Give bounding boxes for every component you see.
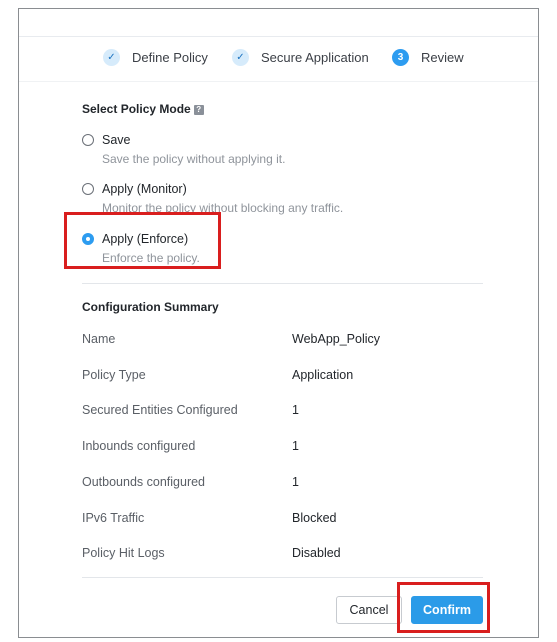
policy-wizard-dialog bbox=[18, 8, 539, 638]
dialog-body bbox=[19, 81, 538, 638]
step-label: Define Policy bbox=[132, 50, 208, 65]
policy-mode-title-text: Select Policy Mode bbox=[82, 102, 191, 116]
summary-value: Disabled bbox=[292, 546, 341, 560]
radio-option-save[interactable] bbox=[82, 133, 285, 166]
wizard-steps bbox=[19, 49, 538, 71]
highlight-box-confirm-button bbox=[397, 582, 490, 633]
cancel-button[interactable]: Cancel bbox=[336, 596, 402, 624]
dialog-header-strip bbox=[19, 9, 538, 37]
step-label: Secure Application bbox=[261, 50, 369, 65]
highlight-box-enforce-option bbox=[64, 212, 221, 269]
summary-key: Policy Hit Logs bbox=[82, 546, 165, 560]
check-icon: ✓ bbox=[103, 49, 120, 66]
summary-row bbox=[82, 332, 482, 348]
summary-value: Application bbox=[292, 368, 354, 382]
step-label: Review bbox=[421, 50, 464, 65]
radio-button-apply-monitor[interactable] bbox=[82, 183, 94, 195]
summary-row bbox=[82, 368, 482, 384]
configuration-summary-title: Configuration Summary bbox=[82, 300, 219, 314]
radio-label-save[interactable]: Save bbox=[102, 133, 131, 147]
check-icon: ✓ bbox=[232, 49, 249, 66]
summary-row bbox=[82, 475, 482, 491]
summary-value: 1 bbox=[292, 439, 299, 453]
step-review[interactable] bbox=[392, 49, 464, 66]
radio-label-apply-enforce[interactable]: Apply (Enforce) bbox=[102, 232, 189, 246]
help-icon[interactable]: ? bbox=[194, 105, 204, 115]
summary-value: WebApp_Policy bbox=[292, 332, 381, 346]
summary-value: 1 bbox=[292, 475, 299, 489]
summary-key: Name bbox=[82, 332, 116, 346]
summary-row bbox=[82, 546, 482, 562]
summary-value: Blocked bbox=[292, 511, 337, 525]
confirm-button[interactable]: Confirm bbox=[411, 596, 483, 624]
radio-option-apply-monitor[interactable] bbox=[82, 182, 343, 215]
radio-description-apply-enforce: Enforce the policy. bbox=[102, 251, 200, 265]
radio-description-apply-monitor: Monitor the policy without blocking any traffic. bbox=[102, 201, 344, 215]
section-divider bbox=[82, 283, 483, 284]
summary-key: Secured Entities Configured bbox=[82, 403, 238, 417]
radio-button-save[interactable] bbox=[82, 134, 94, 146]
summary-row bbox=[82, 511, 482, 527]
step-secure-application[interactable] bbox=[232, 49, 369, 66]
summary-key: Inbounds configured bbox=[82, 439, 196, 453]
policy-mode-title bbox=[82, 102, 204, 116]
summary-key: IPv6 Traffic bbox=[82, 511, 145, 525]
step-number-badge: 3 bbox=[392, 49, 409, 66]
summary-row bbox=[82, 403, 482, 419]
step-define-policy[interactable] bbox=[103, 49, 208, 66]
radio-description-save: Save the policy without applying it. bbox=[102, 152, 286, 166]
summary-value: 1 bbox=[292, 403, 299, 417]
summary-key: Outbounds configured bbox=[82, 475, 206, 489]
radio-label-apply-monitor[interactable]: Apply (Monitor) bbox=[102, 182, 187, 196]
summary-row bbox=[82, 439, 482, 455]
footer-divider bbox=[82, 577, 483, 578]
summary-key: Policy Type bbox=[82, 368, 146, 382]
